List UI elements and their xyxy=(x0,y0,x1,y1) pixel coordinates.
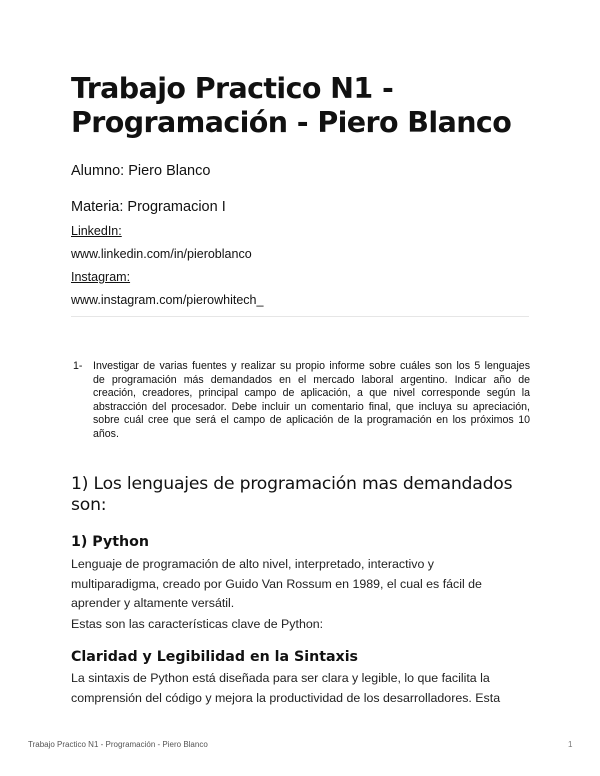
materia-line: Materia: Programacion I xyxy=(71,199,226,215)
section-heading-line-2: son: xyxy=(71,495,107,515)
task-line: sobre cuál cree que será el campo de aplicación de la programación en los próximos 10 xyxy=(93,414,530,427)
document-title xyxy=(71,72,531,140)
instagram-label: Instagram: xyxy=(71,270,131,284)
task-line: años. xyxy=(93,427,119,440)
task-line: abstracción del procesador. Debe incluir un comentario final, que incluya su apreciación, xyxy=(93,400,530,413)
linkedin-url[interactable]: www.linkedin.com/in/pieroblanco xyxy=(71,247,252,261)
alumno-line: Alumno: Piero Blanco xyxy=(71,163,211,179)
python-desc-line: Lenguaje de programación de alto nivel, interpretado, interactivo y xyxy=(71,557,434,571)
linkedin-label: LinkedIn: xyxy=(71,224,122,238)
python-description xyxy=(71,555,531,614)
claridad-line: comprensión del código y mejora la productividad de los desarrolladores. Esta xyxy=(71,690,501,705)
task-line: creación, creadores, principal campo de aplicación, a que nivel corresponde según la xyxy=(93,387,530,400)
title-line-2: Programación - Piero Blanco xyxy=(71,106,512,139)
claridad-paragraph xyxy=(71,669,531,708)
task-line: Investigar de varias fuentes y realizar su propio informe sobre cuáles son los 5 lenguajes xyxy=(93,360,530,372)
section-heading-line-1: 1) Los lenguajes de programación mas demandados xyxy=(71,474,513,494)
python-features-intro: Estas son las características clave de Python: xyxy=(71,617,324,631)
python-heading: 1) Python xyxy=(71,534,149,550)
section-heading-lenguajes xyxy=(71,474,531,516)
task-number: 1- xyxy=(73,360,83,372)
python-desc-line: aprender y altamente versátil. xyxy=(71,596,235,610)
python-desc-line: multiparadigma, creado por Guido Van Rossum en 1989, el cual es fácil de xyxy=(71,576,482,591)
task-line: de programación más demandados en el mercado laboral argentino. Indicar año de xyxy=(93,373,530,386)
footer-title: Trabajo Practico N1 - Programación - Piero Blanco xyxy=(28,740,208,749)
claridad-heading: Claridad y Legibilidad en la Sintaxis xyxy=(71,649,359,665)
title-line-1: Trabajo Practico N1 - xyxy=(71,72,394,105)
footer-page-number: 1 xyxy=(568,740,573,749)
claridad-line: La sintaxis de Python está diseñada para ser clara y legible, lo que facilita la xyxy=(71,671,490,685)
divider xyxy=(71,316,529,317)
instagram-url[interactable]: www.instagram.com/pierowhitech_ xyxy=(71,293,264,307)
task-text xyxy=(93,360,530,442)
